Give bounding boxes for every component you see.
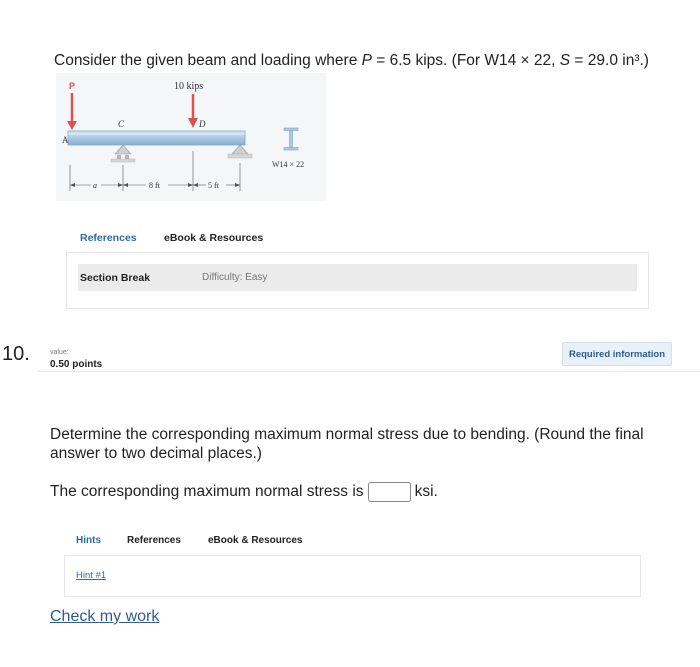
dim-a: a xyxy=(93,181,97,190)
tab-ebook-resources-bottom[interactable]: eBook & Resources xyxy=(208,535,303,546)
load-d-arrow-head xyxy=(188,118,198,128)
tab-references[interactable]: References xyxy=(80,232,137,244)
statement-prefix: Consider the given beam and loading where xyxy=(54,52,362,69)
beam xyxy=(68,131,245,145)
var-p: P xyxy=(361,52,372,69)
section-label: W14 × 22 xyxy=(272,160,305,169)
tab-hints[interactable]: Hints xyxy=(76,535,101,546)
required-information-button[interactable]: Required information xyxy=(562,342,672,366)
load-d-value: 10 kips xyxy=(174,81,204,92)
check-my-work-link[interactable]: Check my work xyxy=(50,608,160,625)
point-c-label: C xyxy=(118,119,125,129)
answer-unit: ksi. xyxy=(414,483,438,500)
section-break-label: Section Break xyxy=(80,272,151,284)
statement-suffix: = 29.0 in³.) xyxy=(570,52,649,69)
answer-input[interactable] xyxy=(368,482,411,502)
dim-5ft: 5 ft xyxy=(208,181,219,190)
points-value: 0.50 points xyxy=(50,359,103,370)
tab-references-bottom[interactable]: References xyxy=(127,535,181,546)
statement-mid: = 6.5 kips. (For W14 × 22, xyxy=(371,52,560,69)
difficulty-label: Difficulty: Easy xyxy=(202,272,268,283)
question-number: 10. xyxy=(2,343,30,365)
point-a-label: A xyxy=(62,135,69,145)
tab-ebook-resources[interactable]: eBook & Resources xyxy=(164,232,264,244)
hint-1-link[interactable]: Hint #1 xyxy=(76,570,107,581)
value-label: value: xyxy=(50,349,69,356)
hints-panel xyxy=(64,555,641,597)
dim-8ft: 8 ft xyxy=(149,181,160,190)
support-b xyxy=(232,145,248,154)
var-s: S xyxy=(559,52,571,69)
question-text: Determine the corresponding maximum normal stress due to bending. (Round the final answer to two decimal places.) xyxy=(50,426,644,462)
problem-statement xyxy=(54,52,649,70)
i-beam-section-icon xyxy=(284,128,298,150)
point-d-label: D xyxy=(199,119,206,129)
answer-line xyxy=(50,482,438,502)
divider xyxy=(38,371,700,372)
section-break-bar xyxy=(78,264,637,291)
load-p-label: P xyxy=(69,81,76,91)
load-p-arrow-head xyxy=(67,121,77,130)
support-c xyxy=(115,145,131,154)
answer-prefix: The corresponding maximum normal stress is xyxy=(50,483,364,500)
beam-figure xyxy=(56,73,326,201)
